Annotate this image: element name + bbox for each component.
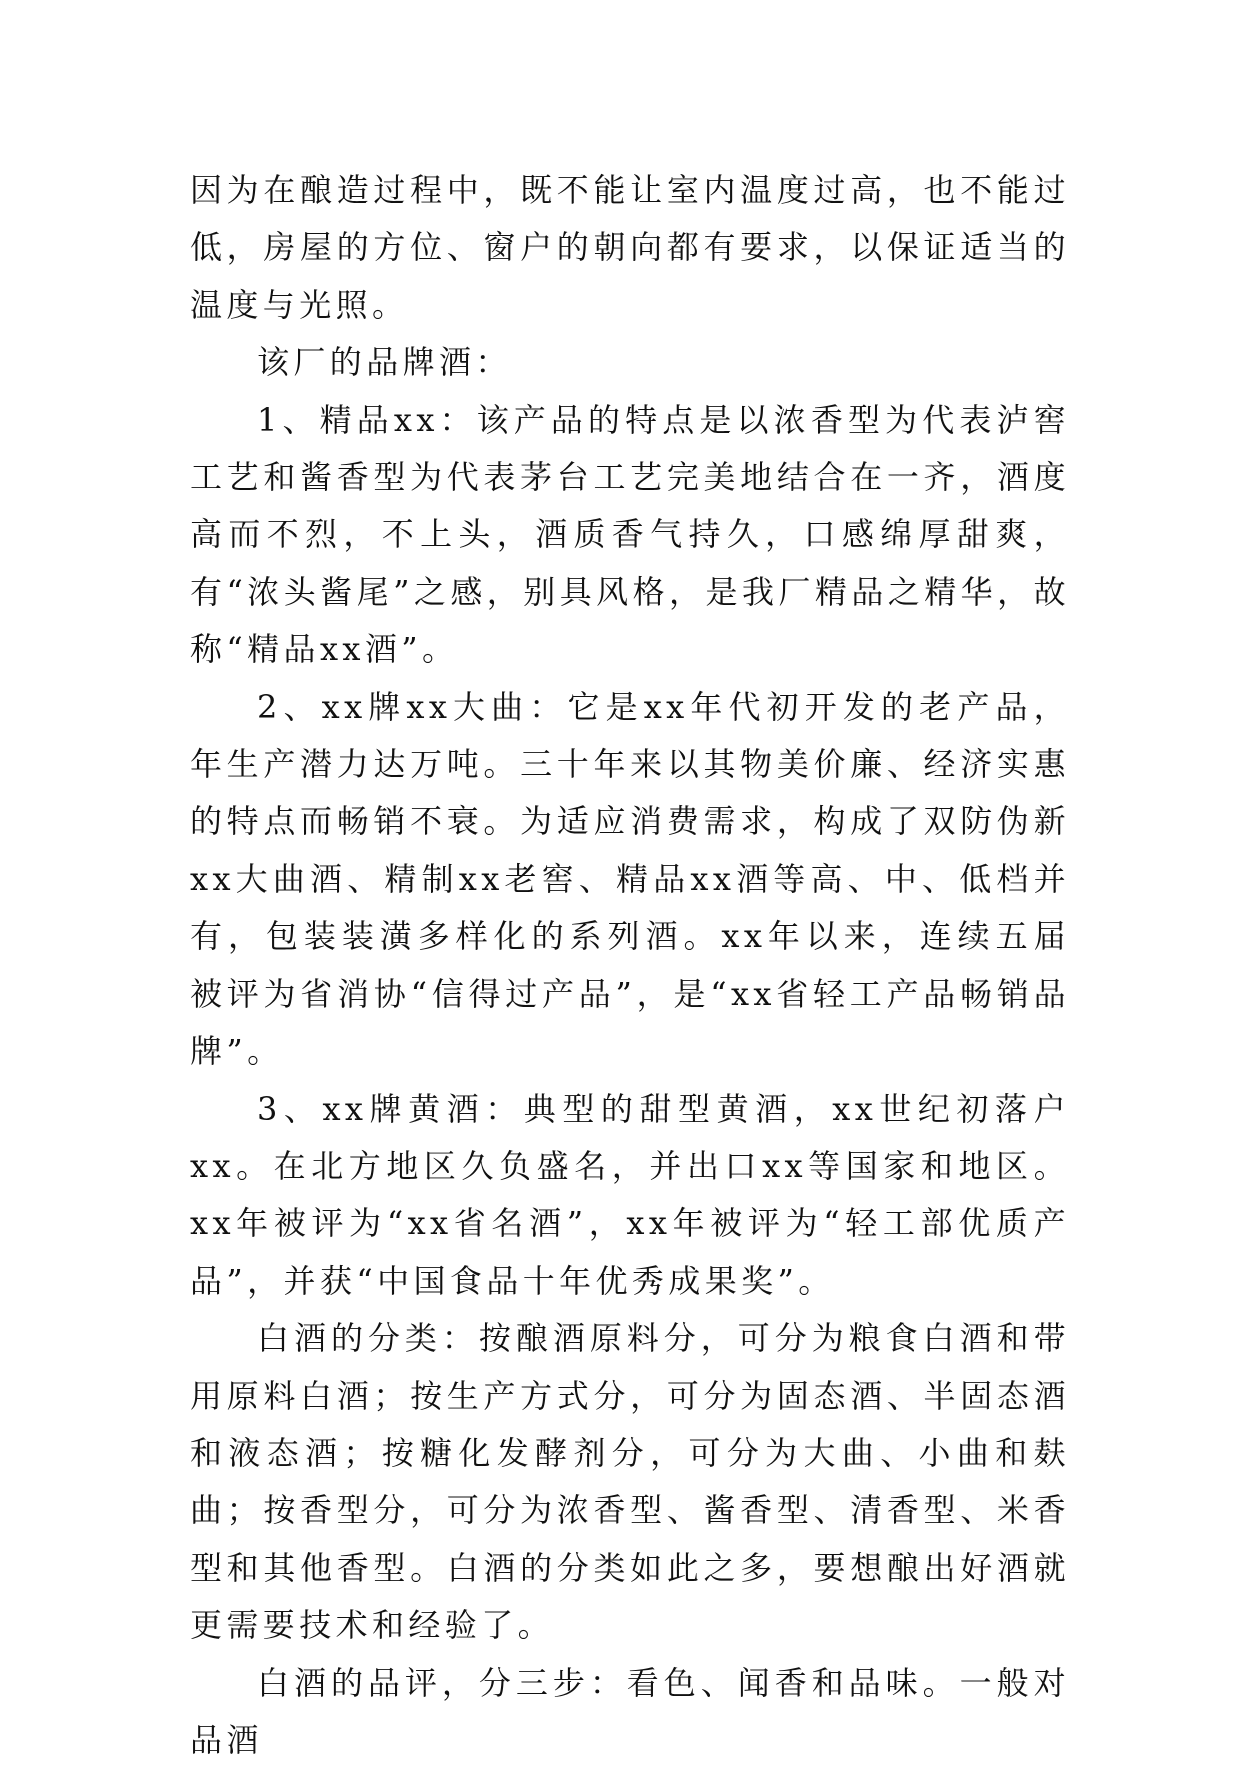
paragraph-4: 2、xx牌xx大曲：它是xx年代初开发的老产品，年生产潜力达万吨。三十年来以其物美价廉、经济实惠的特点而畅销不衰。为适应消费需求，构成了双防伪新xx大曲酒、精制xx老窖、精品xx酒等高、中、低档并有，包装装潢多样化的系列酒。xx年以来，连续五届被评为省消协“信得过产品”，是“xx省轻工产品畅销品牌”。 — [190, 687, 1070, 1071]
paragraph-1: 因为在酿造过程中，既不能让室内温度过高，也不能过低，房屋的方位、窗户的朝向都有要求，以保证适当的温度与光照。 — [190, 171, 1070, 324]
paragraph-5: 3、xx牌黄酒：典型的甜型黄酒，xx世纪初落户xx。在北方地区久负盛名，并出口xx等国家和地区。xx年被评为“xx省名酒”，xx年被评为“轻工部优质产品”，并获“中国食品十年优秀成果奖”。 — [190, 1089, 1070, 1300]
paragraph-3: 1、精品xx：该产品的特点是以浓香型为代表泸窖工艺和酱香型为代表茅台工艺完美地结合在一齐，酒度高而不烈，不上头，酒质香气持久，口感绵厚甜爽，有“浓头酱尾”之感，别具风格，是我厂精品之精华，故称“精品xx酒”。 — [190, 400, 1070, 669]
paragraph-7: 白酒的品评，分三步：看色、闻香和品味。一般对品酒 — [190, 1663, 1070, 1759]
paragraph-6: 白酒的分类：按酿酒原料分，可分为粮食白酒和带用原料白酒；按生产方式分，可分为固态酒、半固态酒和液态酒；按糖化发酵剂分，可分为大曲、小曲和麸曲；按香型分，可分为浓香型、酱香型、清香型、米香型和其他香型。白酒的分类如此之多，要想酿出好酒就更需要技术和经验了。 — [190, 1319, 1070, 1645]
document-body — [190, 162, 1070, 1769]
paragraph-2: 该厂的品牌酒： — [257, 343, 512, 382]
